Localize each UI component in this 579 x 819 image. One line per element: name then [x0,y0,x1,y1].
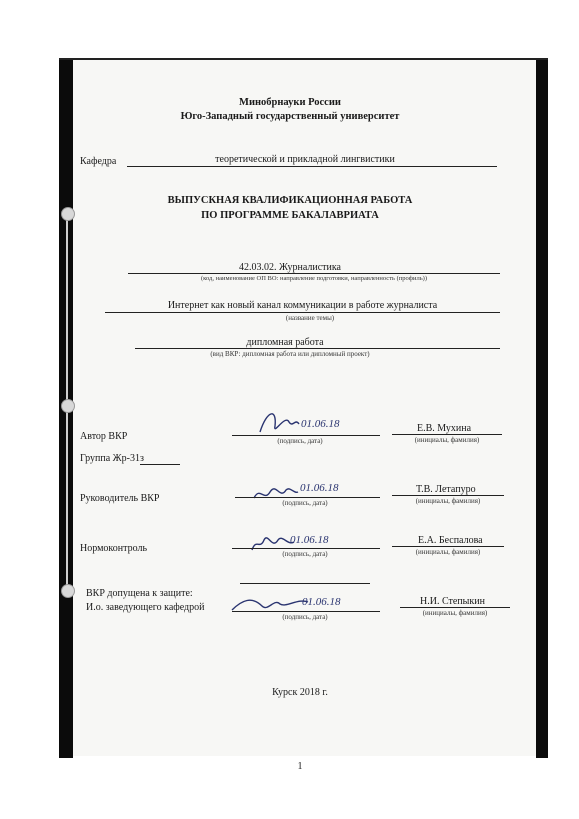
normcontrol-role: Нормоконтроль [80,543,148,554]
page-number: 1 [297,761,303,772]
supervisor-sign-date: 01.06.18 [300,482,339,494]
binding-ring [61,584,75,598]
document-title-line1: ВЫПУСКНАЯ КВАЛИФИКАЦИОННАЯ РАБОТА [167,195,413,206]
scan-shadow-right [536,58,548,758]
head-sign-date: 01.06.18 [302,596,341,608]
normcontrol-sign-line [232,548,380,549]
topic-underline [105,312,500,313]
university-name: Юго-Западный государственный университет [180,111,400,122]
admission-underline [240,583,370,584]
head-name: Н.И. Степыкин [420,596,485,607]
normcontrol-sign-date: 01.06.18 [290,534,329,546]
city-year: Курск 2018 г. [272,687,328,698]
program-caption: (код, наименование ОП ВО: направление подготовки, направленность (профиль)) [201,275,427,282]
author-name-caption: (инициалы, фамилия) [414,436,480,444]
program-underline [128,273,500,274]
department-label: Кафедра [80,156,117,167]
author-role: Автор ВКР [80,431,128,442]
work-type-value: дипломная работа [246,337,324,348]
author-sign-line [232,435,380,436]
author-name-line [392,434,502,435]
supervisor-role: Руководитель ВКР [80,493,160,504]
admission-label: ВКР допущена к защите: [86,588,193,599]
binding-ring [61,207,75,221]
group-underline [140,464,180,465]
program-value: 42.03.02. Журналистика [239,262,341,273]
head-name-caption: (инициалы, фамилия) [422,609,488,617]
department-underline [127,166,497,167]
author-sign-date: 01.06.18 [301,418,340,430]
supervisor-sign-caption: (подпись, дата) [282,499,328,507]
author-sign-caption: (подпись, дата) [277,437,323,445]
work-type-underline [135,348,500,349]
normcontrol-name-line [392,546,504,547]
head-sign-caption: (подпись, дата) [282,613,328,621]
author-name: Е.В. Мухина [417,423,472,434]
normcontrol-name: Е.А. Беспалова [418,535,483,546]
head-of-department-role: И.о. заведующего кафедрой [86,602,205,613]
ministry-name: Минобрнауки России [239,97,341,108]
head-name-line [400,607,510,608]
topic-value: Интернет как новый канал коммуникации в работе журналиста [167,300,438,311]
scan-margin [0,0,61,819]
topic-caption: (название темы) [285,314,335,322]
work-type-caption: (вид ВКР: дипломная работа или дипломный проект) [210,350,370,358]
head-sign-line [232,611,380,612]
normcontrol-name-caption: (инициалы, фамилия) [415,548,481,556]
group-label: Группа Жр-31з [80,453,144,464]
document-title-line2: ПО ПРОГРАММЕ БАКАЛАВРИАТА [201,210,379,221]
department-value: теоретической и прикладной лингвистики [215,154,395,165]
supervisor-name-caption: (инициалы, фамилия) [415,497,481,505]
supervisor-name-line [392,495,504,496]
supervisor-sign-line [235,497,380,498]
supervisor-name: Т.В. Летапуро [416,484,476,495]
normcontrol-sign-caption: (подпись, дата) [282,550,328,558]
binding-ring [61,399,75,413]
